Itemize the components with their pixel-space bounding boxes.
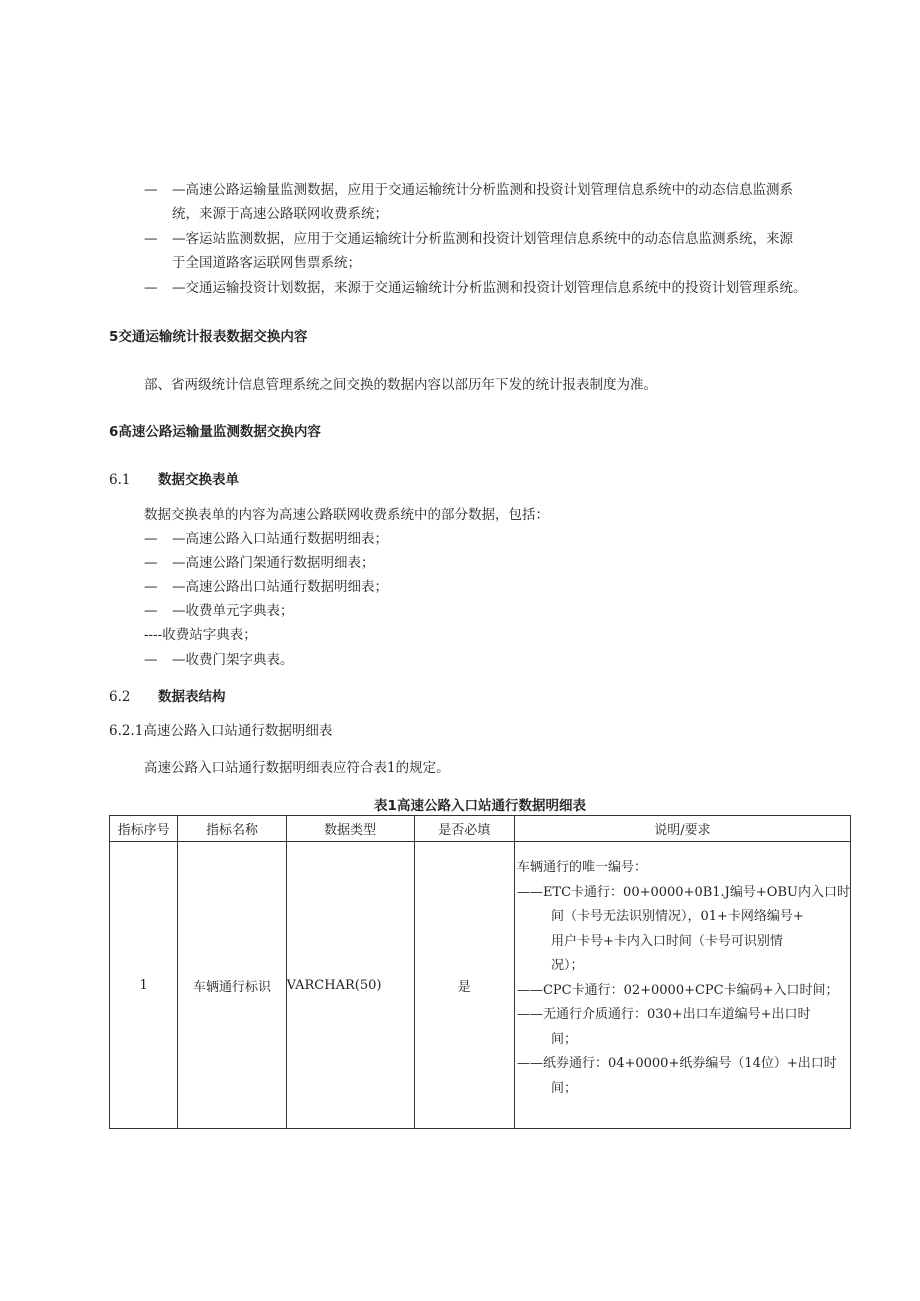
desc-line: 车辆通行的唯一编号： (516, 860, 647, 875)
list-item-text: 于全国道路客运联网售票系统； (172, 255, 361, 271)
section-6-title: 6高速公路运输量监测数据交换内容 (109, 424, 321, 440)
list-dash: — (144, 603, 158, 619)
section-6-2-number: 6.2 (109, 689, 131, 705)
cell-index: 1 (110, 842, 178, 1129)
section-6-2-title: 数据表结构 (158, 689, 226, 705)
list-dash: — (144, 579, 158, 595)
desc-line: ——ETC卡通行：00+0000+0B1.J编号+OBU内入口时 (516, 884, 850, 900)
header-type: 数据类型 (286, 816, 414, 842)
desc-line: ——纸券通行：04+0000+纸券编号（14位）+出口时 (516, 1056, 837, 1071)
desc-line: 间（卡号无法识别情况），01+卡网络编号+ (550, 909, 804, 924)
section-6-1-intro: 数据交换表单的内容为高速公路联网收费系统中的部分数据，包括： (144, 507, 549, 523)
list-dash: — (144, 555, 158, 571)
desc-line: 况）； (550, 958, 584, 973)
section-6-1-title: 数据交换表单 (158, 472, 239, 488)
table-header-row (110, 816, 851, 842)
list-item-text: 统，来源于高速公路联网收费系统； (172, 206, 388, 222)
table-row (110, 842, 851, 1129)
table-caption: 表1高速公路入口站通行数据明细表 (374, 798, 586, 814)
list-item-text: —收费单元字典表； (172, 603, 294, 619)
cell-required: 是 (414, 842, 514, 1129)
desc-line: 间； (550, 1031, 577, 1047)
header-index: 指标序号 (110, 816, 178, 842)
section-6-2-1-body: 高速公路入口站通行数据明细表应符合表1的规定。 (144, 760, 450, 776)
cell-description (514, 842, 850, 1129)
section-5-body: 部、省两级统计信息管理系统之间交换的数据内容以部历年下发的统计报表制度为准。 (144, 377, 657, 393)
list-dash: — (144, 182, 158, 198)
list-item-text: —交通运输投资计划数据，来源于交通运输统计分析监测和投资计划管理信息系统中的投资计划管理系统。 (172, 280, 807, 296)
list-item-text: —高速公路运输量监测数据，应用于交通运输统计分析监测和投资计划管理信息系统中的动态信息监测系 (172, 182, 793, 198)
list-item-text: ----收费站字典表； (144, 627, 257, 643)
desc-line: 间； (550, 1080, 577, 1096)
header-required: 是否必填 (414, 816, 514, 842)
desc-line: 用户卡号+卡内入口时间（卡号可识别情 (550, 933, 783, 949)
list-item-text: —高速公路门架通行数据明细表； (172, 555, 375, 571)
cell-type: VARCHAR(50) (286, 842, 414, 1129)
header-name: 指标名称 (178, 816, 286, 842)
list-item-text: —高速公路出口站通行数据明细表； (172, 579, 388, 595)
entry-detail-table (109, 815, 851, 1129)
section-6-1-number: 6.1 (109, 472, 131, 488)
desc-line: ——CPC卡通行：02+0000+CPC卡编码+入口时间； (516, 982, 839, 998)
list-item-text: —高速公路入口站通行数据明细表； (172, 531, 388, 547)
list-dash: — (144, 531, 158, 547)
section-5-title: 5交通运输统计报表数据交换内容 (109, 329, 308, 345)
list-dash: — (144, 231, 158, 247)
header-description: 说明/要求 (514, 816, 850, 842)
list-item-text: —收费门架字典表。 (172, 652, 294, 668)
list-item-text: —客运站监测数据，应用于交通运输统计分析监测和投资计划管理信息系统中的动态信息监测系统，来源 (172, 231, 793, 247)
cell-name: 车辆通行标识 (178, 842, 286, 1129)
desc-line: ——无通行介质通行：030+出口车道编号+出口时 (516, 1007, 811, 1022)
list-dash: — (144, 652, 158, 668)
section-6-2-1-title (109, 719, 332, 743)
list-dash: — (144, 280, 158, 296)
section-6-2-1-title-text: 6.2.1高速公路入口站通行数据明细表 (109, 723, 333, 739)
